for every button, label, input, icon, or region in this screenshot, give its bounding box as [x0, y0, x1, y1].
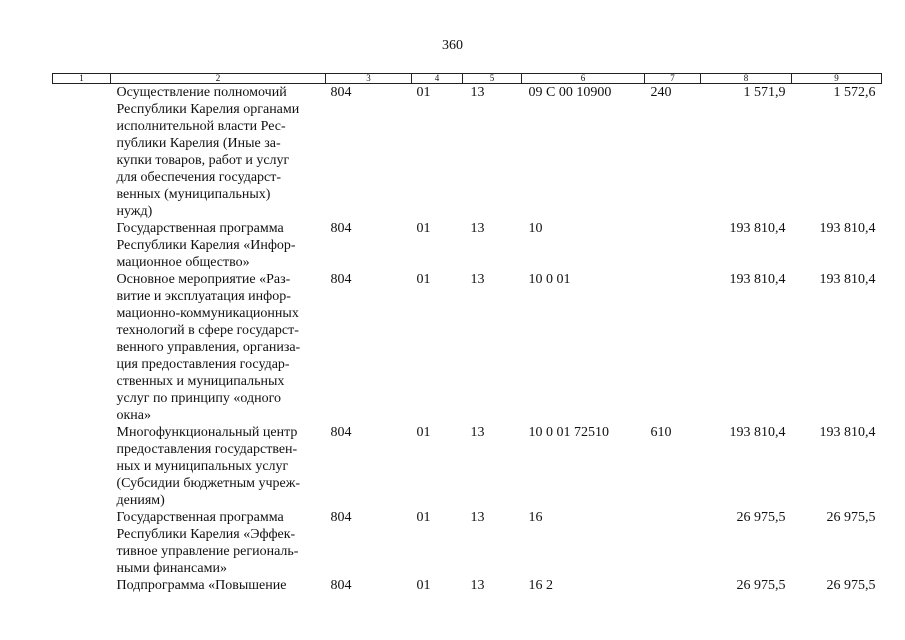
table-row — [53, 577, 882, 594]
description-line: (Субсидии бюджетным учреж- — [116, 476, 301, 491]
cell-section: 01 — [416, 221, 431, 236]
description-line: венных (муниципальных) — [116, 187, 271, 202]
cell-subsection: 13 — [470, 85, 485, 100]
cell-amount-year-2: 26 975,5 — [826, 510, 876, 525]
cell-subsection: 13 — [470, 221, 485, 236]
column-header-5: 5 — [463, 74, 522, 84]
budget-table — [52, 73, 882, 594]
table-row — [53, 84, 882, 221]
cell-subsection: 13 — [470, 510, 485, 525]
description-line: ция предоставления государ- — [116, 357, 290, 372]
cell-col-1 — [53, 84, 111, 221]
description-line: мационное общество» — [116, 255, 250, 270]
cell-description — [111, 577, 326, 594]
cell-target-article: 16 — [528, 510, 543, 525]
cell-description — [111, 509, 326, 577]
cell-amount-year-1: 193 810,4 — [729, 221, 786, 236]
cell-expense-type — [645, 577, 701, 594]
cell-amount-year-1: 26 975,5 — [736, 578, 786, 593]
cell-target-article: 16 2 — [528, 578, 553, 593]
description-line: тивное управление региональ- — [116, 544, 299, 559]
cell-amount-year-2: 193 810,4 — [819, 272, 876, 287]
description-line: венного управления, организа- — [116, 340, 301, 355]
table-row — [53, 220, 882, 271]
cell-administrator-code: 804 — [330, 85, 352, 100]
cell-amount-year-1: 1 571,9 — [743, 85, 786, 100]
cell-description — [111, 424, 326, 509]
cell-amount-year-1: 193 810,4 — [729, 272, 786, 287]
cell-target-article: 10 0 01 — [528, 272, 571, 287]
cell-target-article: 09 С 00 10900 — [528, 85, 612, 100]
description-line: предоставления государствен- — [116, 442, 298, 457]
cell-col-1 — [53, 509, 111, 577]
description-line: Основное мероприятие «Раз- — [116, 272, 291, 287]
description-line: нужд) — [116, 204, 153, 219]
description-line: Государственная программа — [116, 510, 284, 525]
cell-amount-year-1: 193 810,4 — [729, 425, 786, 440]
description-line: окна» — [116, 408, 152, 423]
cell-col-1 — [53, 424, 111, 509]
cell-target-article: 10 0 01 72510 — [528, 425, 609, 440]
description-line: Подпрограмма «Повышение — [116, 578, 287, 593]
column-header-3: 3 — [326, 74, 412, 84]
description-line: технологий в сфере государст- — [116, 323, 299, 338]
description-line: дениям) — [116, 493, 165, 508]
description-line: исполнительной власти Рес- — [116, 119, 286, 134]
cell-section: 01 — [416, 425, 431, 440]
cell-section: 01 — [416, 510, 431, 525]
cell-administrator-code: 804 — [330, 272, 352, 287]
description-line: Республики Карелия «Эффек- — [116, 527, 296, 542]
table-row — [53, 271, 882, 424]
cell-amount-year-2: 193 810,4 — [819, 221, 876, 236]
column-header-6: 6 — [522, 74, 645, 84]
cell-col-1 — [53, 220, 111, 271]
cell-section: 01 — [416, 272, 431, 287]
column-header-8: 8 — [701, 74, 792, 84]
column-header-7: 7 — [645, 74, 701, 84]
description-line: Многофункциональный центр — [116, 425, 298, 440]
cell-expense-type: 240 — [650, 85, 672, 100]
description-line: Осуществление полномочий — [116, 85, 287, 100]
description-line: ственных и муниципальных — [116, 374, 285, 389]
cell-description — [111, 84, 326, 221]
cell-expense-type — [645, 220, 701, 271]
column-header-1: 1 — [53, 74, 111, 84]
cell-amount-year-2: 1 572,6 — [833, 85, 876, 100]
cell-administrator-code: 804 — [330, 425, 352, 440]
cell-target-article: 10 — [528, 221, 543, 236]
cell-amount-year-2: 193 810,4 — [819, 425, 876, 440]
table-row — [53, 424, 882, 509]
description-line: для обеспечения государст- — [116, 170, 282, 185]
description-line: мационно-коммуникационных — [116, 306, 299, 321]
description-line: ными финансами» — [116, 561, 227, 576]
cell-section: 01 — [416, 85, 431, 100]
cell-administrator-code: 804 — [330, 578, 352, 593]
column-number-row — [53, 74, 882, 84]
cell-expense-type — [645, 509, 701, 577]
cell-section: 01 — [416, 578, 431, 593]
cell-administrator-code: 804 — [330, 510, 352, 525]
table-row — [53, 509, 882, 577]
description-line: услуг по принципу «одного — [116, 391, 281, 406]
column-header-2: 2 — [111, 74, 326, 84]
page-number: 360 — [442, 38, 463, 53]
cell-subsection: 13 — [470, 578, 485, 593]
cell-amount-year-2: 26 975,5 — [826, 578, 876, 593]
cell-expense-type — [645, 271, 701, 424]
cell-expense-type: 610 — [650, 425, 672, 440]
cell-col-1 — [53, 577, 111, 594]
cell-description — [111, 271, 326, 424]
description-line: Государственная программа — [116, 221, 284, 236]
description-line: ных и муниципальных услуг — [116, 459, 289, 474]
cell-administrator-code: 804 — [330, 221, 352, 236]
description-line: витие и эксплуатация инфор- — [116, 289, 291, 304]
cell-col-1 — [53, 271, 111, 424]
description-line: Республики Карелия «Инфор- — [116, 238, 296, 253]
description-line: публики Карелия (Иные за- — [116, 136, 281, 151]
cell-subsection: 13 — [470, 272, 485, 287]
column-header-9: 9 — [792, 74, 882, 84]
cell-amount-year-1: 26 975,5 — [736, 510, 786, 525]
description-line: Республики Карелия органами — [116, 102, 300, 117]
cell-description — [111, 220, 326, 271]
column-header-4: 4 — [412, 74, 463, 84]
description-line: купки товаров, работ и услуг — [116, 153, 290, 168]
cell-subsection: 13 — [470, 425, 485, 440]
